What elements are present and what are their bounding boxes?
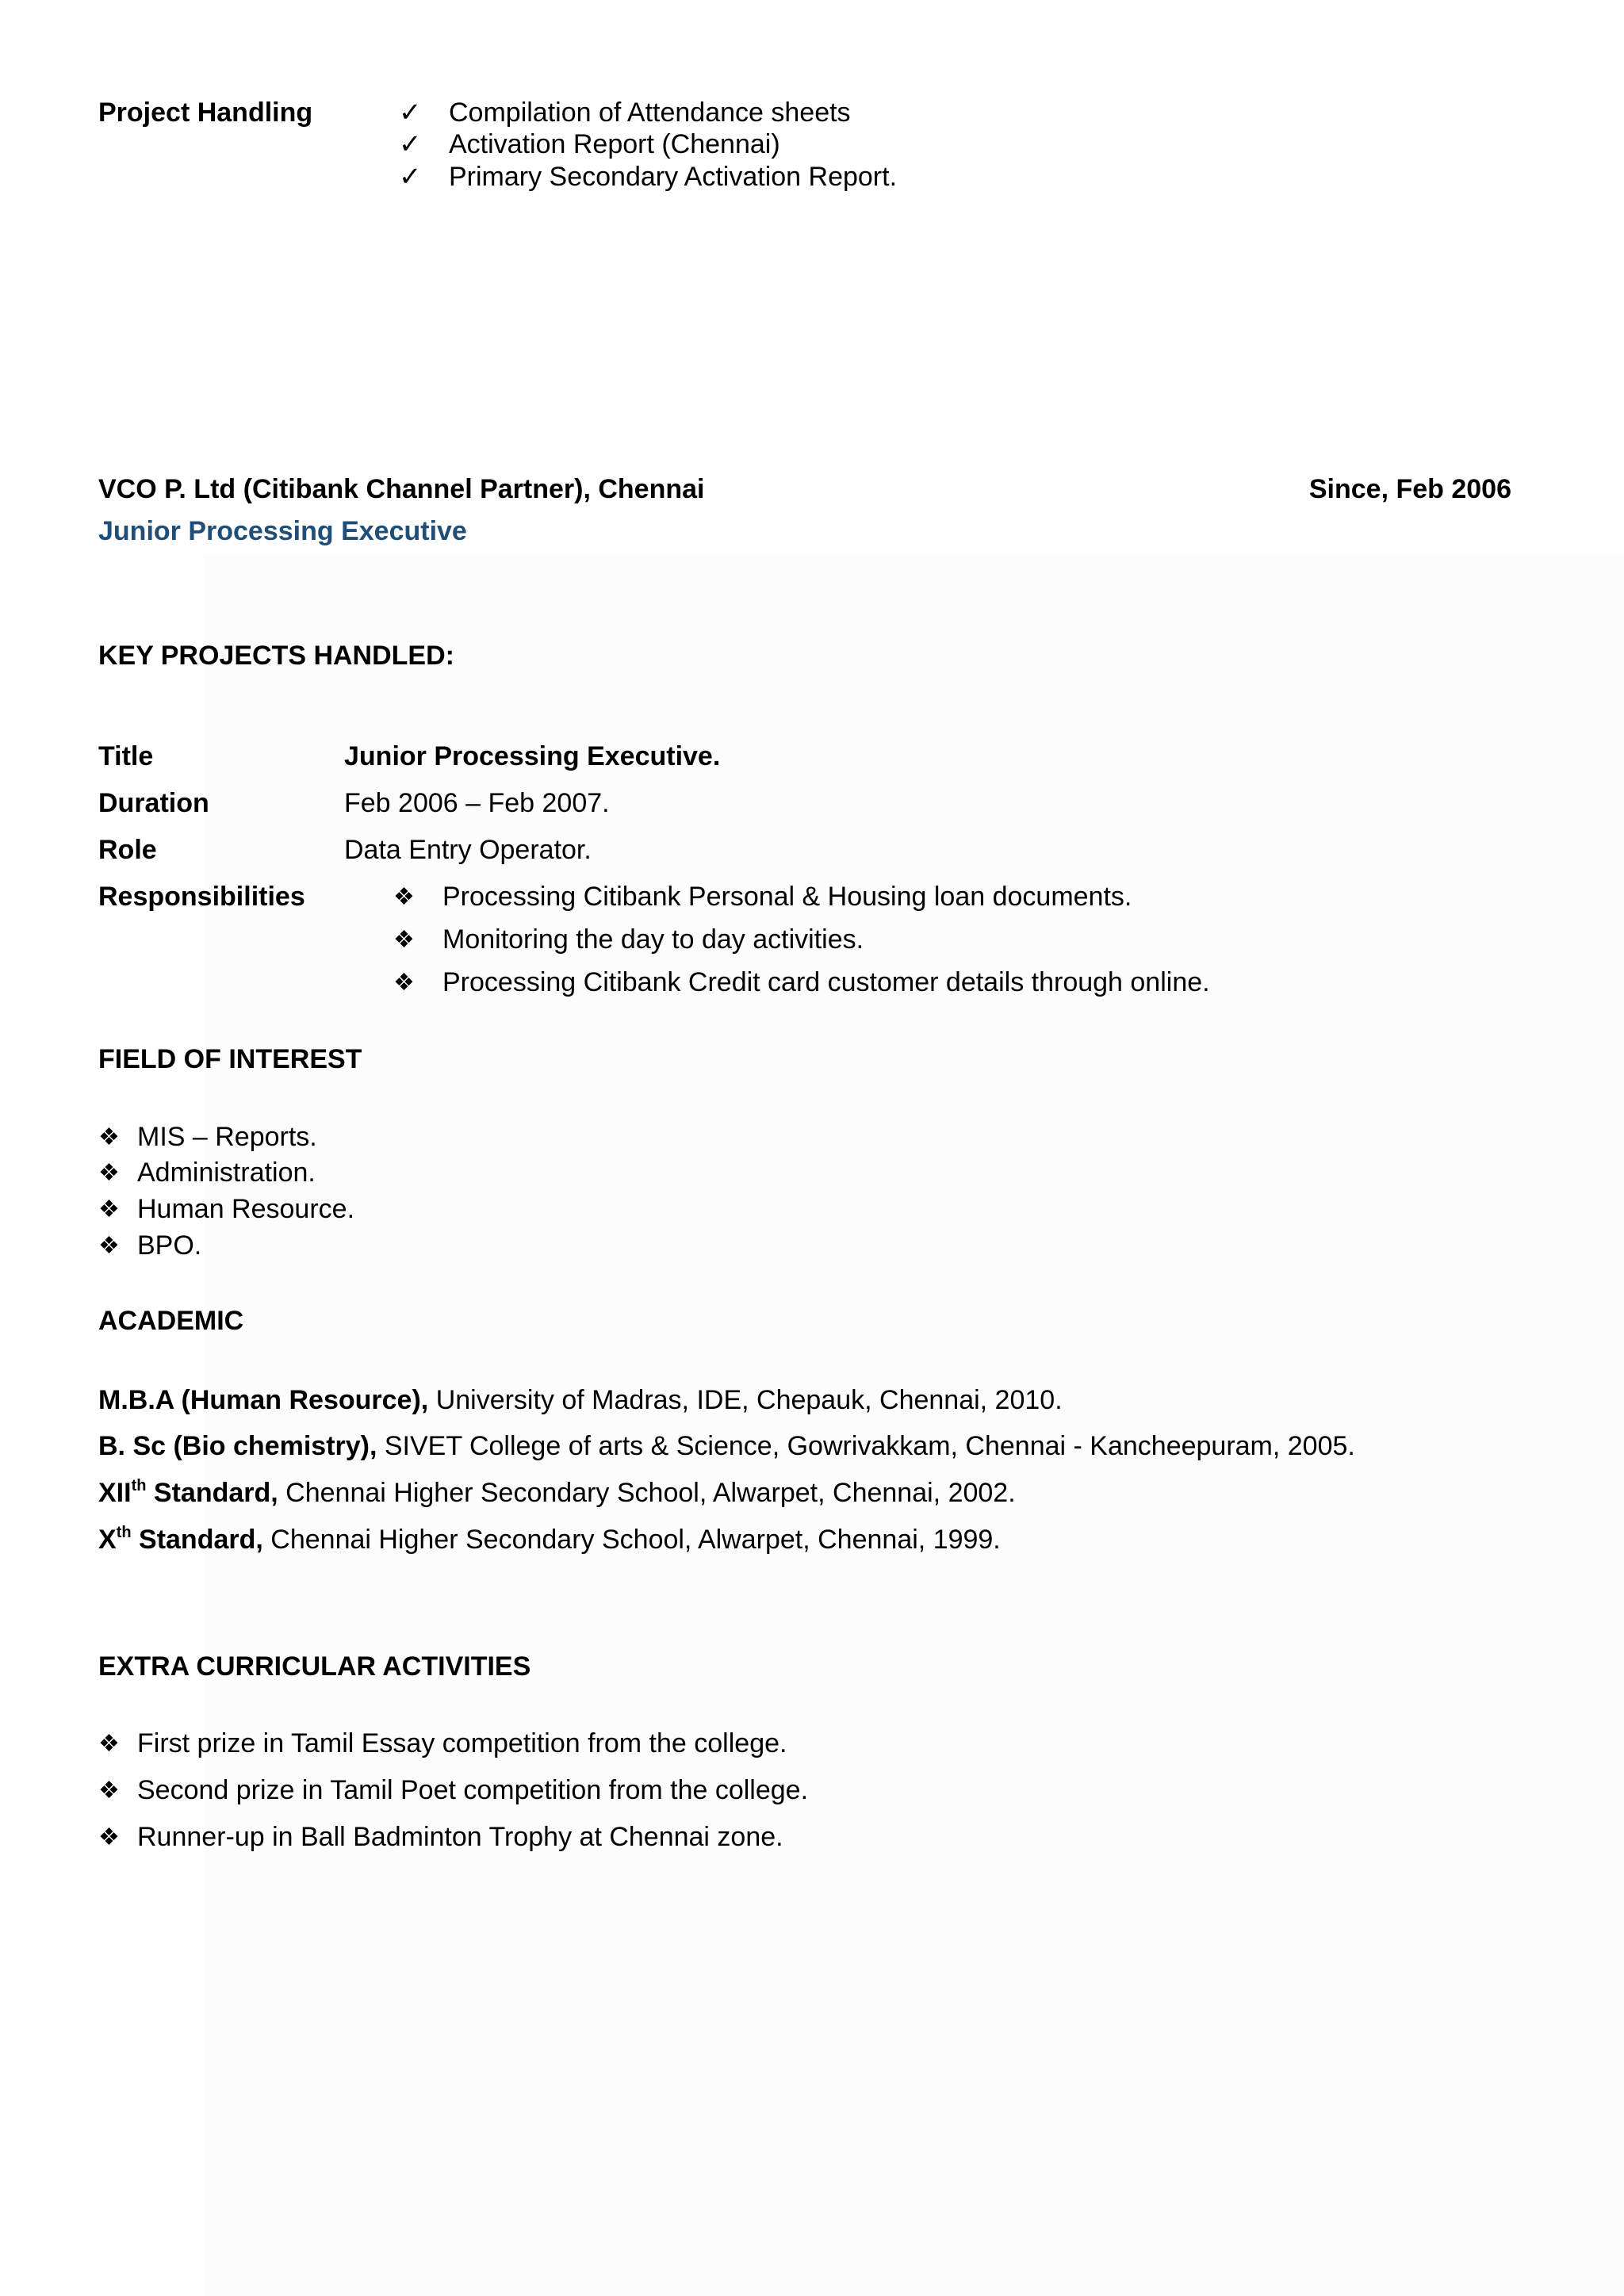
activity-item: First prize in Tamil Essay competition from the college. [137,1728,787,1758]
interest-item: BPO. [137,1230,202,1261]
key-projects-heading: KEY PROJECTS HANDLED: [98,641,454,671]
academic-entry [98,1430,1355,1462]
academic-entry [98,1477,1016,1509]
title-label: Title [98,741,154,771]
project-item: Activation Report (Chennai) [449,129,780,159]
employer-company: VCO P. Ltd (Citibank Channel Partner), Chennai [98,474,705,504]
project-item: Primary Secondary Activation Report. [449,162,898,192]
degree-superscript: th [131,1476,147,1494]
checkmark-icon: ✓ [399,98,422,128]
academic-entry [98,1384,1063,1416]
interest-item: MIS – Reports. [137,1122,317,1152]
academic-degree: M.B.A (Human Resource), [98,1385,429,1415]
diamond-bullet-icon: ❖ [393,884,415,910]
field-of-interest-heading: FIELD OF INTEREST [98,1044,362,1074]
role-label: Role [98,835,157,865]
diamond-bullet-icon: ❖ [98,1777,120,1804]
diamond-bullet-icon: ❖ [98,1233,120,1259]
academic-detail: University of Madras, IDE, Chepauk, Chennai, 2010. [435,1385,1063,1415]
academic-entry [98,1524,1001,1556]
academic-degree [98,1525,263,1555]
activity-item: Runner-up in Ball Badminton Trophy at Chennai zone. [137,1822,783,1852]
responsibilities-label: Responsibilities [98,882,305,912]
degree-prefix: XII [98,1478,132,1508]
responsibility-item: Monitoring the day to day activities. [442,924,864,955]
diamond-bullet-icon: ❖ [98,1824,120,1850]
employer-position: Junior Processing Executive [98,516,467,546]
responsibility-item: Processing Citibank Personal & Housing loan documents. [442,882,1132,912]
diamond-bullet-icon: ❖ [393,927,415,953]
academic-detail: Chennai Higher Secondary School, Alwarpet, Chennai, 1999. [270,1525,1001,1555]
degree-superscript: th [116,1523,132,1541]
role-value: Data Entry Operator. [344,835,592,865]
academic-degree: B. Sc (Bio chemistry), [98,1431,377,1461]
duration-label: Duration [98,788,209,818]
diamond-bullet-icon: ❖ [393,970,415,996]
degree-suffix: Standard, [131,1525,263,1555]
checkmark-icon: ✓ [399,162,422,192]
academic-detail: SIVET College of arts & Science, Gowrivakkam, Chennai - Kancheepuram, 2005. [384,1431,1355,1461]
interest-item: Human Resource. [137,1194,355,1224]
project-handling-label: Project Handling [98,98,313,128]
diamond-bullet-icon: ❖ [98,1160,120,1186]
diamond-bullet-icon: ❖ [98,1731,120,1757]
degree-suffix: Standard, [146,1478,278,1508]
checkmark-icon: ✓ [399,129,422,159]
employer-since: Since, Feb 2006 [1308,474,1511,504]
diamond-bullet-icon: ❖ [98,1196,120,1223]
diamond-bullet-icon: ❖ [98,1124,120,1150]
responsibility-item: Processing Citibank Credit card customer details through online. [442,967,1210,997]
academic-heading: ACADEMIC [98,1306,244,1336]
academic-detail: Chennai Higher Secondary School, Alwarpet, Chennai, 2002. [285,1478,1016,1508]
project-item: Compilation of Attendance sheets [449,98,851,128]
activity-item: Second prize in Tamil Poet competition from the college. [137,1775,809,1805]
interest-item: Administration. [137,1158,316,1188]
duration-value: Feb 2006 – Feb 2007. [344,788,610,818]
degree-prefix: X [98,1525,117,1555]
academic-degree [98,1478,278,1508]
extra-curricular-heading: EXTRA CURRICULAR ACTIVITIES [98,1651,531,1682]
title-value: Junior Processing Executive. [344,741,721,771]
